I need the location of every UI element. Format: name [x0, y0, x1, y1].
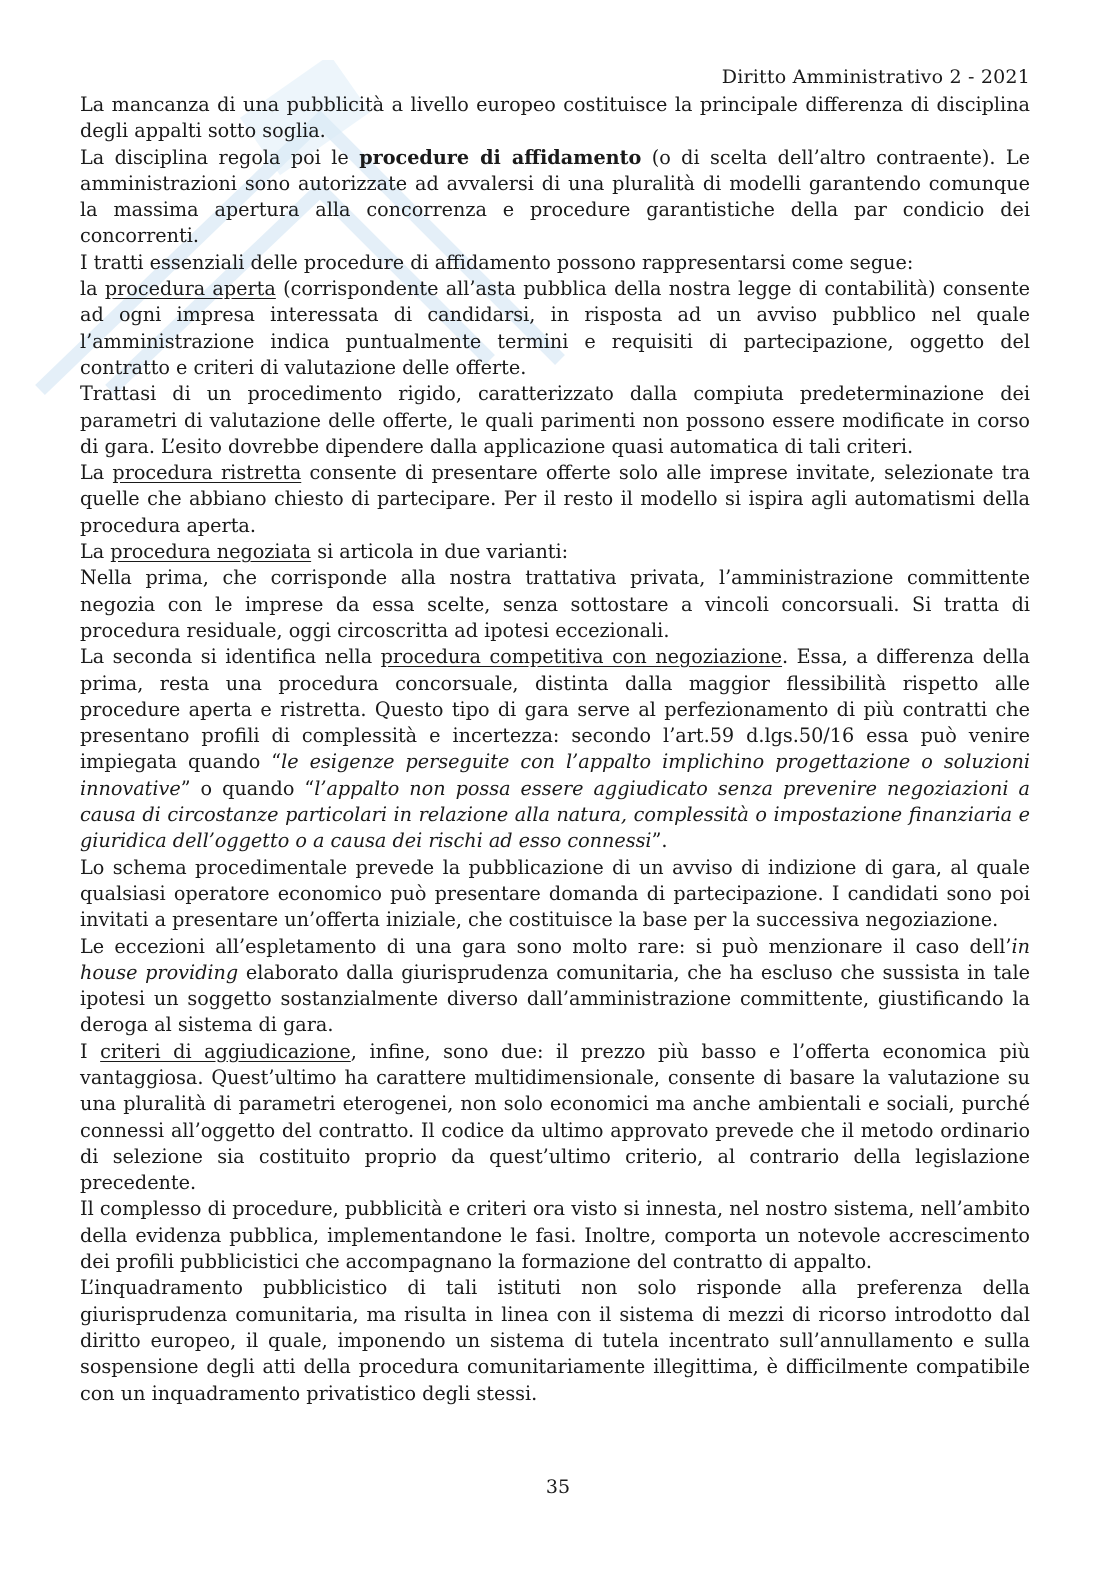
- paragraph: La disciplina regola poi le procedure di affidamento (o di scelta dell’altro contraente). Le amministrazioni sono autorizzate ad avvalersi di una pluralità di modelli garantendo comunque la massima apertura alla concorrenza e procedure garantistiche della par condicio dei concorrenti.: [80, 145, 1030, 248]
- underlined-term: procedura aperta: [104, 277, 276, 301]
- paragraph: la procedura aperta (corrispondente all’asta pubblica della nostra legge di contabilità) consente ad ogni impresa interessata di candidarsi, in risposta ad un avviso pubblico nel quale l’amministrazione indica puntualmente termini e requisiti di partecipazione, oggetto del contratto e criteri di valutazione delle offerte.: [80, 277, 1031, 379]
- underlined-term: procedura competitiva con negoziazione: [380, 645, 783, 669]
- paragraph: La procedura ristretta consente di presentare offerte solo alle imprese invitate, selezionate tra quelle che abbiano chiesto di partecipare. Per il resto il modello si ispira agli automatismi della procedura aperta.: [80, 461, 1031, 537]
- paragraph: La mancanza di una pubblicità a livello europeo costituisce la principale differenza di disciplina degli appalti sotto soglia.: [80, 93, 1030, 143]
- paragraph: I tratti essenziali delle procedure di affidamento possono rappresentarsi come segue:: [80, 250, 914, 274]
- underlined-term: procedura negoziata: [110, 540, 312, 564]
- page-number: 35: [545, 1476, 571, 1498]
- paragraph: L’inquadramento pubblicistico di tali istituti non solo risponde alla preferenza della giurisprudenza comunitaria, ma risulta in linea con il sistema di mezzi di ricorso introdotto dal diritto europeo, il quale, imponendo un sistema di tutela incentrato sull’annullamento e sulla sospensione degli atti della procedura comunitariamente illegittima, è difficilmente compatibile con un inquadramento privatistico degli stessi.: [80, 1276, 1030, 1405]
- italic-term: in house providing: [80, 934, 1030, 984]
- underlined-term: procedura ristretta: [112, 461, 302, 485]
- paragraph: La procedura negoziata si articola in due varianti:: [80, 540, 569, 564]
- page-body: [80, 92, 1030, 1407]
- paragraph: Le eccezioni all’espletamento di una gara sono molto rare: si può menzionare il caso dell’in house providing elaborato dalla giurisprudenza comunitaria, che ha escluso che sussista in tale ipotesi un soggetto sostanzialmente diverso dall’amministrazione committente, giustificando la deroga al sistema di gara.: [80, 934, 1030, 1037]
- paragraph: Il complesso di procedure, pubblicità e criteri ora visto si innesta, nel nostro sistema, nell’ambito della evidenza pubblica, implementandone le fasi. Inoltre, comporta un notevole accrescimento dei profili pubblicistici che accompagnano la formazione del contratto di appalto.: [80, 1197, 1030, 1274]
- paragraph: I criteri di aggiudicazione, infine, sono due: il prezzo più basso e l’offerta economica più vantaggiosa. Quest’ultimo ha carattere multidimensionale, consente di basare la valutazione su una pluralità di parametri eterogenei, non solo economici ma anche ambientali e sociali, purché connessi all’oggetto del contratto. Il codice da ultimo approvato prevede che il metodo ordinario di selezione sia costituito proprio da quest’ultimo criterio, al contrario della legislazione precedente.: [80, 1039, 1030, 1195]
- paragraph: La seconda si identifica nella procedura competitiva con negoziazione. Essa, a differenza della prima, resta una procedura concorsuale, distinta dalla maggior flessibilità rispetto alle procedure aperta e ristretta. Questo tipo di gara serve al perfezionamento di più contratti che presentano profili di complessità e incertezza: secondo l’art.59 d.lgs.50/16 essa può venire impiegata quando “le esigenze perseguite con l’appalto implichino progettazione o soluzioni innovative” o quando “l’appalto non possa essere aggiudicato senza prevenire negoziazioni a causa di circostanze particolari in relazione alla natura, complessità o impostazione finanziaria e giuridica dell’oggetto o a causa dei rischi ad esso connessi”.: [80, 645, 1030, 853]
- paragraph: Nella prima, che corrisponde alla nostra trattativa privata, l’amministrazione committente negozia con le imprese da essa scelte, senza sottostare a vincoli concorsuali. Si tratta di procedura residuale, oggi circoscritta ad ipotesi eccezionali.: [80, 566, 1030, 642]
- underlined-term: criteri di aggiudicazione: [100, 1039, 351, 1063]
- running-header: Diritto Amministrativo 2 - 2021: [721, 66, 1030, 88]
- paragraph: Lo schema procedimentale prevede la pubblicazione di un avviso di indizione di gara, al quale qualsiasi operatore economico può presentare domanda di partecipazione. I candidati sono poi invitati a presentare un’offerta iniziale, che costituisce la base per la successiva negoziazione.: [80, 855, 1030, 932]
- italic-quote: l’appalto non possa essere aggiudicato senza prevenire negoziazioni a causa di circostanze particolari in relazione alla natura, complessità o impostazione finanziaria e giuridica dell’oggetto o a causa dei rischi ad esso connessi: [80, 776, 1030, 853]
- italic-quote: le esigenze perseguite con l’appalto implichino progettazione o soluzioni innovative: [80, 750, 1030, 800]
- bold-term: procedure di affidamento: [359, 145, 642, 169]
- paragraph: Trattasi di un procedimento rigido, caratterizzato dalla compiuta predeterminazione dei parametri di valutazione delle offerte, le quali parimenti non possono essere modificate in corso di gara. L’esito dovrebbe dipendere dalla applicazione quasi automatica di tali criteri.: [80, 382, 1030, 458]
